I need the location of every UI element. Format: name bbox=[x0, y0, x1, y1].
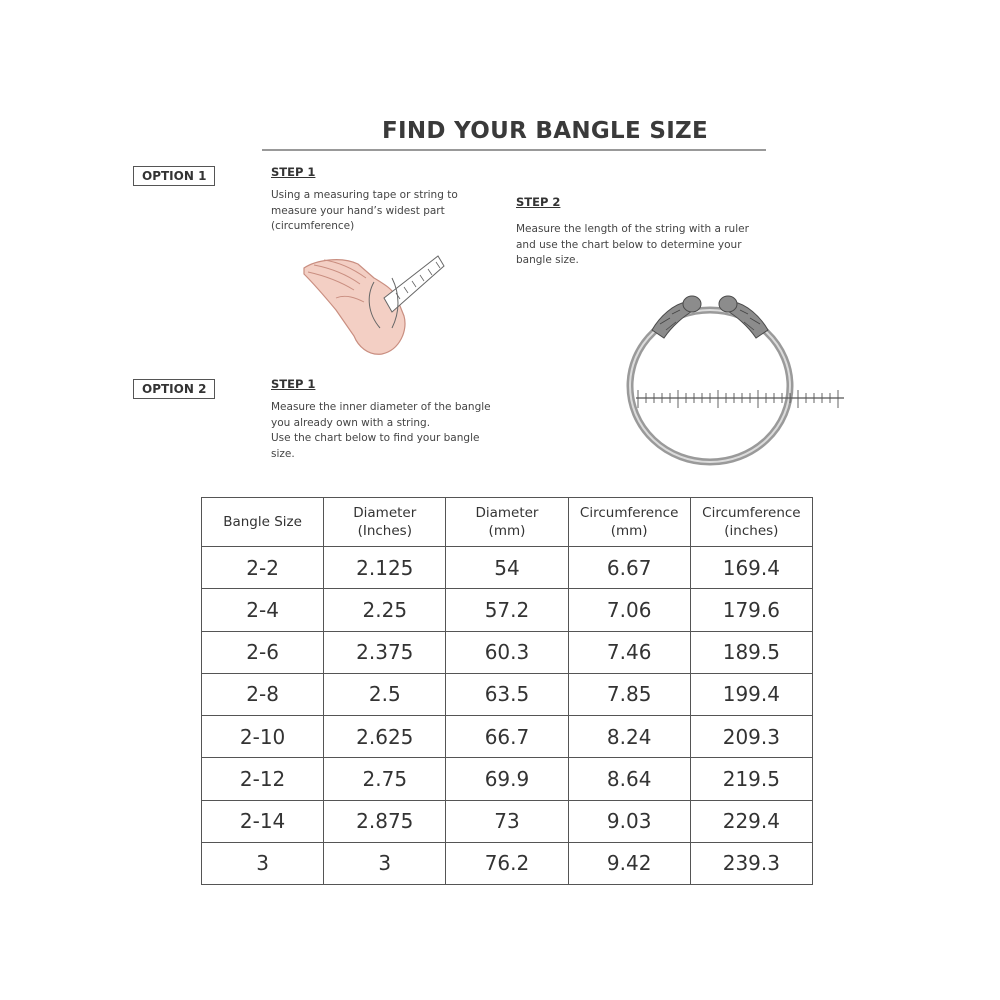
table-cell: 2.625 bbox=[324, 716, 446, 758]
text-line: Using a measuring tape or string to bbox=[271, 189, 458, 201]
header-line: (inches) bbox=[724, 523, 779, 539]
table-cell: 239.3 bbox=[690, 842, 812, 884]
table-row bbox=[202, 716, 813, 758]
table-cell: 57.2 bbox=[446, 589, 568, 631]
table-cell: 2.375 bbox=[324, 631, 446, 673]
table-row bbox=[202, 800, 813, 842]
header-diameter-mm bbox=[446, 498, 568, 547]
bangle-ruler-illustration bbox=[600, 290, 850, 470]
option-1-step-1-label: STEP 1 bbox=[271, 165, 316, 179]
option-2-step-1-label: STEP 1 bbox=[271, 377, 316, 391]
hand-measuring-illustration bbox=[296, 238, 446, 358]
option-1-step-2-label: STEP 2 bbox=[516, 195, 561, 209]
header-diameter-inches bbox=[324, 498, 446, 547]
table-cell: 189.5 bbox=[690, 631, 812, 673]
text-line: and use the chart below to determine your bbox=[516, 238, 742, 251]
table-cell: 60.3 bbox=[446, 631, 568, 673]
table-cell: 69.9 bbox=[446, 758, 568, 800]
table-cell: 2.125 bbox=[324, 547, 446, 589]
text-line: Measure the length of the string with a ruler bbox=[516, 223, 749, 235]
bangle-size-table bbox=[201, 497, 813, 885]
header-circumference-mm bbox=[568, 498, 690, 547]
table-cell: 76.2 bbox=[446, 842, 568, 884]
table-row bbox=[202, 547, 813, 589]
table-row bbox=[202, 673, 813, 715]
table-cell: 3 bbox=[324, 842, 446, 884]
table-cell: 2-12 bbox=[202, 758, 324, 800]
table-cell: 2.75 bbox=[324, 758, 446, 800]
header-line: Diameter bbox=[475, 505, 539, 521]
table-cell: 63.5 bbox=[446, 673, 568, 715]
table-cell: 2-14 bbox=[202, 800, 324, 842]
table-header-row bbox=[202, 498, 813, 547]
option-2-badge: OPTION 2 bbox=[133, 379, 215, 399]
table-cell: 2-8 bbox=[202, 673, 324, 715]
option-1-step-2-text bbox=[516, 222, 776, 269]
table-cell: 54 bbox=[446, 547, 568, 589]
text-line: size. bbox=[271, 447, 295, 460]
text-line: bangle size. bbox=[516, 254, 579, 266]
table-row bbox=[202, 758, 813, 800]
title-divider bbox=[262, 149, 766, 151]
table-cell: 8.24 bbox=[568, 716, 690, 758]
text-line: measure your hand’s widest part bbox=[271, 204, 445, 217]
header-circumference-inches bbox=[690, 498, 812, 547]
table-row bbox=[202, 842, 813, 884]
header-bangle-size bbox=[202, 498, 324, 547]
table-cell: 2-2 bbox=[202, 547, 324, 589]
table-cell: 2.5 bbox=[324, 673, 446, 715]
text-line: you already own with a string. bbox=[271, 416, 431, 429]
table-cell: 179.6 bbox=[690, 589, 812, 631]
header-line: Circumference bbox=[702, 505, 801, 521]
table-cell: 219.5 bbox=[690, 758, 812, 800]
header-line: Diameter bbox=[353, 505, 417, 521]
page-title: FIND YOUR BANGLE SIZE bbox=[382, 118, 709, 144]
table-cell: 2-6 bbox=[202, 631, 324, 673]
text-line: Measure the inner diameter of the bangle bbox=[271, 401, 491, 413]
table-cell: 73 bbox=[446, 800, 568, 842]
table-cell: 2.875 bbox=[324, 800, 446, 842]
table-cell: 229.4 bbox=[690, 800, 812, 842]
table-cell: 7.46 bbox=[568, 631, 690, 673]
header-line: Bangle Size bbox=[223, 514, 302, 530]
table-cell: 66.7 bbox=[446, 716, 568, 758]
table-row bbox=[202, 589, 813, 631]
header-line: (mm) bbox=[488, 523, 526, 539]
table-cell: 9.42 bbox=[568, 842, 690, 884]
table-cell: 6.67 bbox=[568, 547, 690, 589]
table-row bbox=[202, 631, 813, 673]
table-cell: 209.3 bbox=[690, 716, 812, 758]
table-cell: 2.25 bbox=[324, 589, 446, 631]
table-cell: 2-4 bbox=[202, 589, 324, 631]
table-cell: 199.4 bbox=[690, 673, 812, 715]
table-cell: 9.03 bbox=[568, 800, 690, 842]
header-line: (Inches) bbox=[357, 523, 412, 539]
table-cell: 169.4 bbox=[690, 547, 812, 589]
option-1-step-1-text bbox=[271, 188, 491, 235]
table-cell: 3 bbox=[202, 842, 324, 884]
table-cell: 8.64 bbox=[568, 758, 690, 800]
table-cell: 7.06 bbox=[568, 589, 690, 631]
option-1-badge: OPTION 1 bbox=[133, 166, 215, 186]
header-line: Circumference bbox=[579, 505, 679, 521]
header-line: (mm) bbox=[610, 523, 648, 539]
option-2-step-1-text bbox=[271, 400, 521, 462]
text-line: Use the chart below to find your bangle bbox=[271, 432, 480, 444]
text-line: (circumference) bbox=[271, 220, 355, 232]
table-cell: 2-10 bbox=[202, 716, 324, 758]
table-cell: 7.85 bbox=[568, 673, 690, 715]
